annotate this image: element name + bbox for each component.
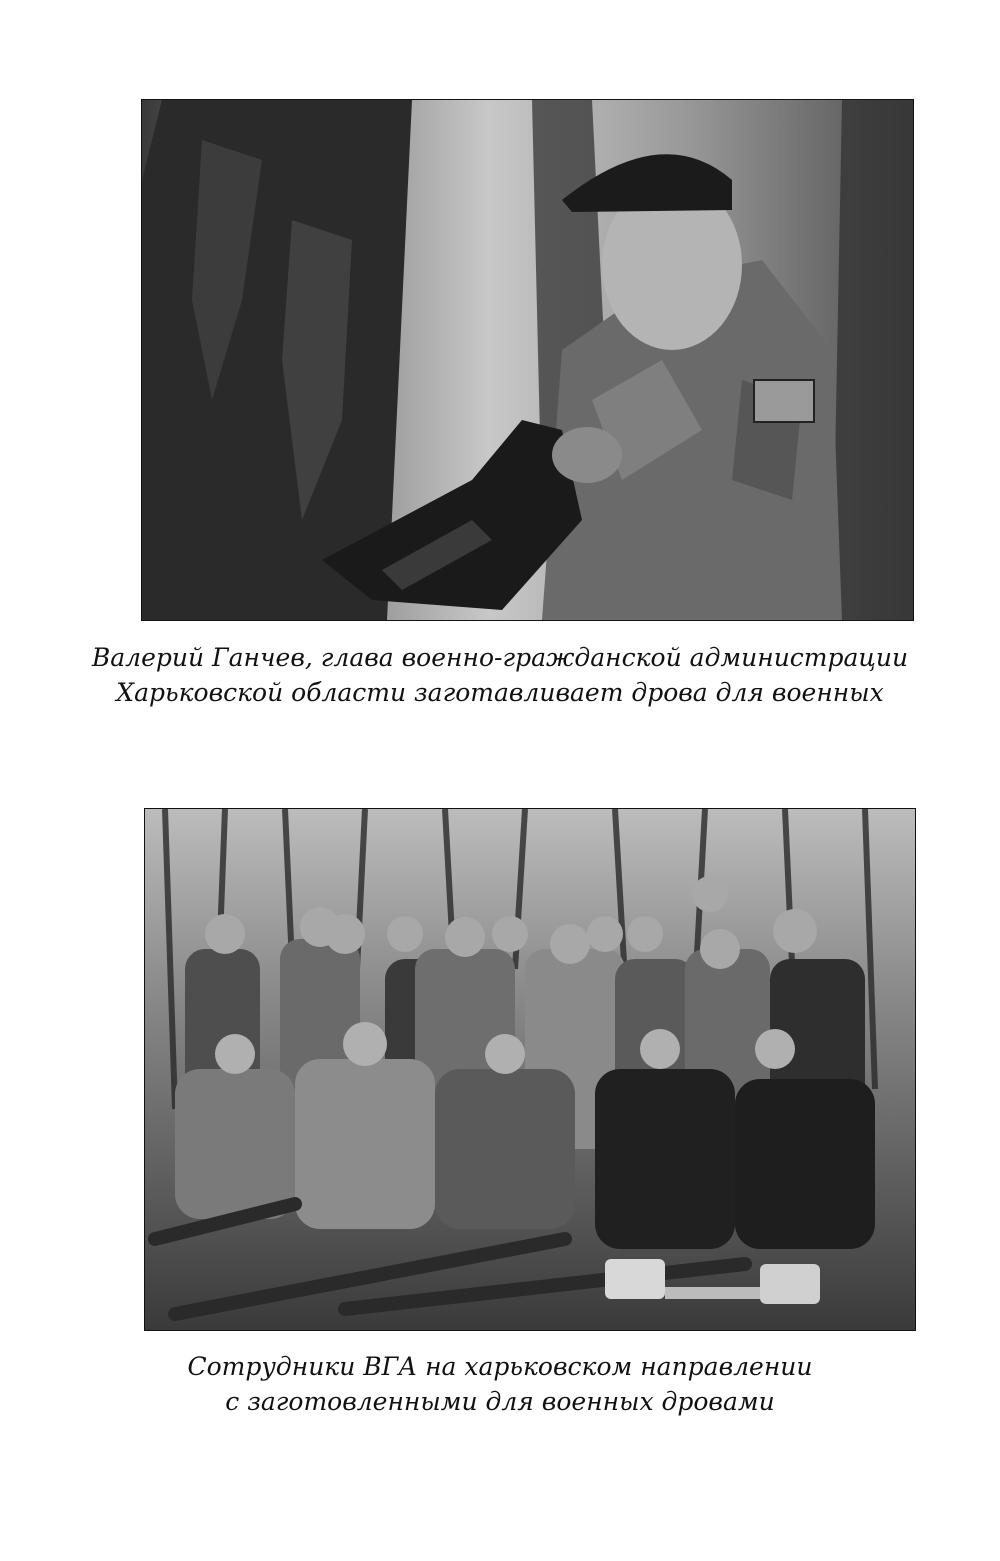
photo-man-with-chainsaw-image	[142, 100, 913, 620]
photo-caption-1	[0, 640, 1000, 710]
photo-group-with-firewood	[144, 808, 916, 1331]
photo-man-with-chainsaw	[141, 99, 914, 621]
photo-group-with-firewood-image	[145, 809, 915, 1330]
caption-line: Валерий Ганчев, глава военно-гражданской администрации	[91, 643, 909, 672]
caption-line: Харьковской области заготавливает дрова для военных	[116, 678, 884, 707]
caption-line: Сотрудники ВГА на харьковском направлении	[187, 1352, 813, 1381]
caption-line: с заготовленными для военных дровами	[225, 1387, 775, 1416]
photo-caption-2	[0, 1349, 1000, 1419]
